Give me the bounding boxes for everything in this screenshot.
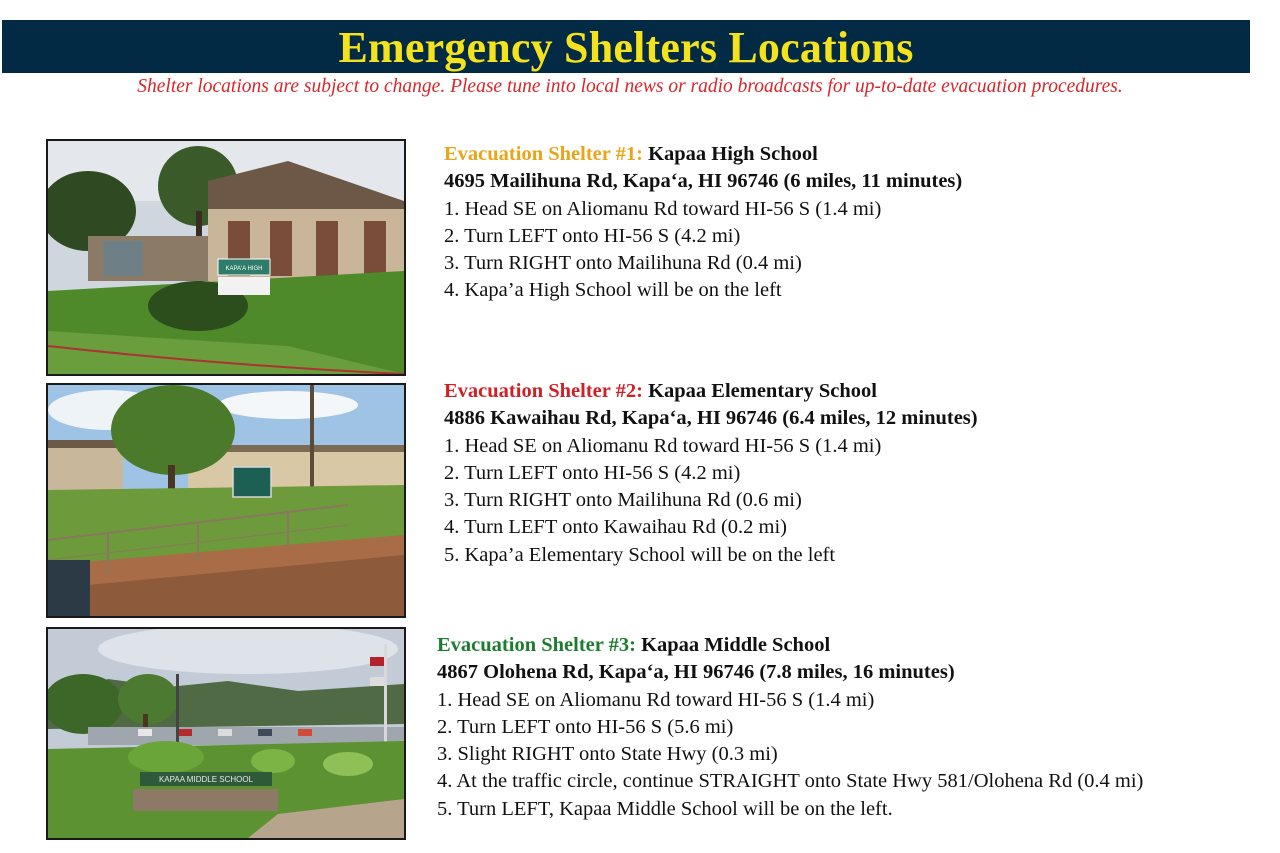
shelter-2-step: 1. Head SE on Aliomanu Rd toward HI-56 S (1.4 mi) xyxy=(444,434,882,457)
shelter-3-step: 1. Head SE on Aliomanu Rd toward HI-56 S (1.4 mi) xyxy=(437,688,875,711)
page-title: Emergency Shelters Locations xyxy=(338,22,914,72)
shelter-2-info xyxy=(444,378,978,569)
shelter-3-heading xyxy=(437,632,1143,659)
shelter-3-info xyxy=(437,632,1143,823)
shelter-3-name: Kapaa Middle School xyxy=(641,634,831,656)
shelter-2-photo xyxy=(46,383,406,618)
page-subtitle: Shelter locations are subject to change. Please tune into local news or radio broadcasts for up-to-date evacuation procedures. xyxy=(137,76,1123,97)
shelter-1-heading xyxy=(444,141,962,168)
shelter-1-photo xyxy=(46,139,406,376)
shelter-1-label: Evacuation Shelter #1: xyxy=(444,143,643,165)
shelter-2-heading xyxy=(444,378,978,405)
shelter-2-name: Kapaa Elementary School xyxy=(648,380,877,402)
shelter-2-step: 2. Turn LEFT onto HI-56 S (4.2 mi) xyxy=(444,461,741,484)
shelter-1-info xyxy=(444,141,962,305)
shelter-1-step: 3. Turn RIGHT onto Mailihuna Rd (0.4 mi) xyxy=(444,252,802,275)
shelter-1-name: Kapaa High School xyxy=(648,143,818,165)
shelter-3-step: 5. Turn LEFT, Kapaa Middle School will be on the left. xyxy=(437,797,893,820)
shelter-3-address: 4867 Olohena Rd, Kapa‘a, HI 96746 (7.8 miles, 16 minutes) xyxy=(437,661,955,684)
shelter-2-address: 4886 Kawaihau Rd, Kapa‘a, HI 96746 (6.4 miles, 12 minutes) xyxy=(444,407,978,430)
shelter-2-step: 3. Turn RIGHT onto Mailihuna Rd (0.6 mi) xyxy=(444,489,802,512)
shelter-2-step: 5. Kapa’a Elementary School will be on the left xyxy=(444,543,836,566)
shelter-3-label: Evacuation Shelter #3: xyxy=(437,634,636,656)
shelter-3-sign-text: KAPAA MIDDLE SCHOOL xyxy=(158,775,254,784)
shelter-1-step: 2. Turn LEFT onto HI-56 S (4.2 mi) xyxy=(444,224,741,247)
shelter-1-step: 4. Kapa’a High School will be on the left xyxy=(444,279,782,302)
shelter-1-address: 4695 Mailihuna Rd, Kapa‘a, HI 96746 (6 miles, 11 minutes) xyxy=(444,170,963,193)
shelter-1-step: 1. Head SE on Aliomanu Rd toward HI-56 S (1.4 mi) xyxy=(444,197,882,220)
shelter-3-step: 2. Turn LEFT onto HI-56 S (5.6 mi) xyxy=(437,715,734,738)
title-banner xyxy=(2,20,1250,73)
shelter-3-step: 3. Slight RIGHT onto State Hwy (0.3 mi) xyxy=(437,743,778,766)
shelter-1-sign-text: KAPA'A HIGH xyxy=(225,266,263,272)
shelter-2-step: 4. Turn LEFT onto Kawaihau Rd (0.2 mi) xyxy=(444,516,787,539)
shelter-3-photo xyxy=(46,627,406,840)
shelter-2-label: Evacuation Shelter #2: xyxy=(444,380,643,402)
shelter-3-step: 4. At the traffic circle, continue STRAIGHT onto State Hwy 581/Olohena Rd (0.4 mi) xyxy=(437,770,1144,793)
